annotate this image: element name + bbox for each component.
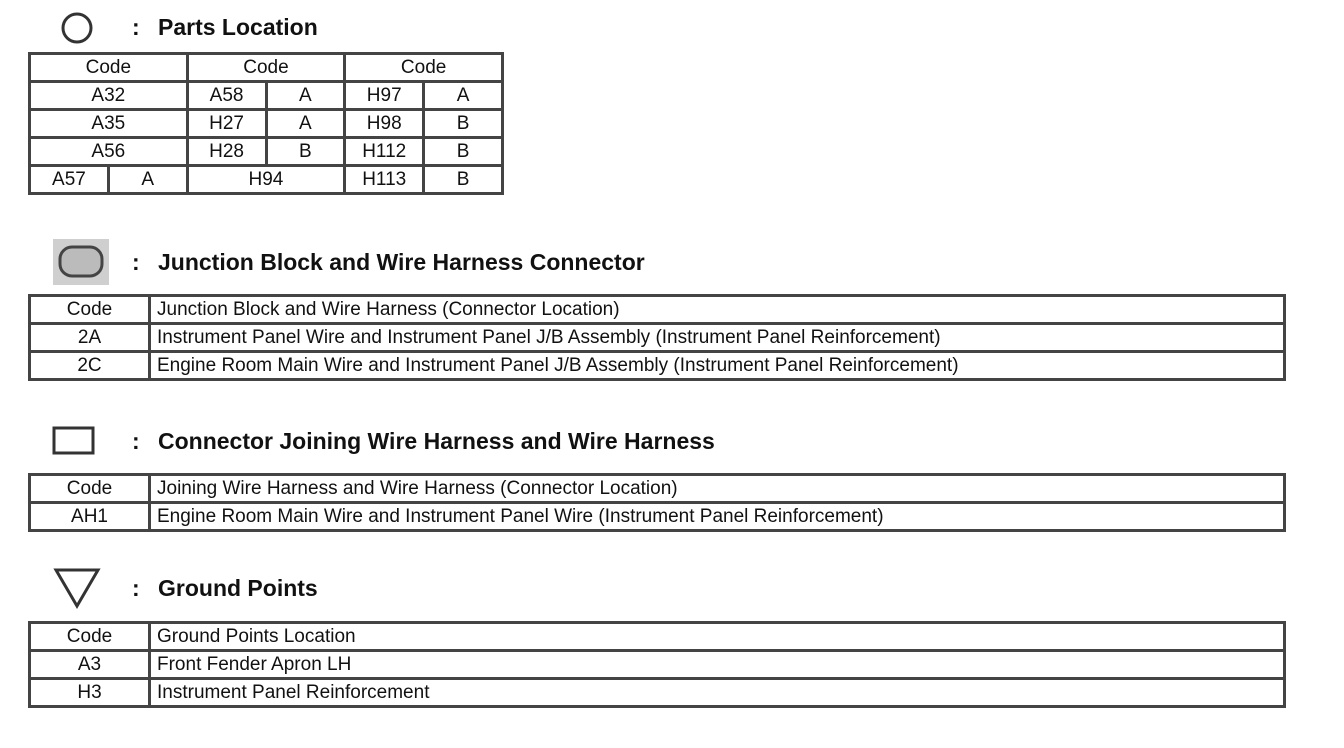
- table-cell: Engine Room Main Wire and Instrument Panel Wire (Instrument Panel Reinforcement): [150, 503, 1285, 531]
- junction-block-heading: [132, 251, 645, 274]
- table-cell: H113: [345, 166, 424, 194]
- junction-block-table: [28, 294, 1286, 381]
- table-cell: A32: [30, 82, 188, 110]
- table-header-row: [30, 54, 503, 82]
- ground-points-heading: [132, 577, 318, 600]
- parts-location-heading: [132, 16, 318, 39]
- heading-colon: :: [132, 14, 140, 40]
- table-row: [30, 352, 1285, 380]
- parts-location-title: Parts Location: [158, 14, 318, 40]
- table-cell: A: [266, 110, 345, 138]
- triangle-down-icon: [52, 566, 102, 610]
- header-cell: Code: [30, 475, 150, 503]
- header-cell: Code: [30, 296, 150, 324]
- table-row: [30, 324, 1285, 352]
- table-cell: Instrument Panel Reinforcement: [150, 679, 1285, 707]
- square-icon: [52, 426, 96, 456]
- table-cell: A35: [30, 110, 188, 138]
- table-cell: B: [266, 138, 345, 166]
- table-cell: 2A: [30, 324, 150, 352]
- table-header-row: [30, 475, 1285, 503]
- table-header-row: [30, 623, 1285, 651]
- parts-location-table: [28, 52, 504, 195]
- table-cell: H97: [345, 82, 424, 110]
- header-cell: Joining Wire Harness and Wire Harness (Connector Location): [150, 475, 1285, 503]
- header-cell: Ground Points Location: [150, 623, 1285, 651]
- table-cell: A: [266, 82, 345, 110]
- header-cell: Code: [345, 54, 503, 82]
- table-cell: Front Fender Apron LH: [150, 651, 1285, 679]
- table-header-row: [30, 296, 1285, 324]
- header-cell: Code: [187, 54, 345, 82]
- table-cell: B: [424, 110, 503, 138]
- table-cell: H94: [187, 166, 345, 194]
- header-cell: Code: [30, 54, 188, 82]
- table-row: [30, 110, 503, 138]
- table-cell: B: [424, 166, 503, 194]
- rounded-box-icon: [52, 238, 110, 286]
- table-cell: 2C: [30, 352, 150, 380]
- table-cell: Instrument Panel Wire and Instrument Panel J/B Assembly (Instrument Panel Reinforcement): [150, 324, 1285, 352]
- heading-colon: :: [132, 428, 140, 454]
- table-cell: H98: [345, 110, 424, 138]
- header-cell: Junction Block and Wire Harness (Connector Location): [150, 296, 1285, 324]
- table-row: [30, 679, 1285, 707]
- connector-joining-heading: [132, 430, 715, 453]
- table-row: [30, 166, 503, 194]
- table-cell: A3: [30, 651, 150, 679]
- table-row: [30, 651, 1285, 679]
- table-row: [30, 82, 503, 110]
- table-row: [30, 503, 1285, 531]
- table-cell: A58: [187, 82, 266, 110]
- table-cell: Engine Room Main Wire and Instrument Panel J/B Assembly (Instrument Panel Reinforcement): [150, 352, 1285, 380]
- table-cell: A: [424, 82, 503, 110]
- table-cell: H27: [187, 110, 266, 138]
- table-cell: AH1: [30, 503, 150, 531]
- ground-points-table: [28, 621, 1286, 708]
- ground-points-title: Ground Points: [158, 575, 318, 601]
- table-cell: A: [108, 166, 187, 194]
- junction-block-title: Junction Block and Wire Harness Connector: [158, 249, 645, 275]
- connector-joining-table: [28, 473, 1286, 532]
- table-cell: H112: [345, 138, 424, 166]
- circle-icon: [57, 10, 97, 46]
- header-cell: Code: [30, 623, 150, 651]
- connector-joining-title: Connector Joining Wire Harness and Wire Harness: [158, 428, 715, 454]
- table-cell: B: [424, 138, 503, 166]
- table-cell: H3: [30, 679, 150, 707]
- heading-colon: :: [132, 575, 140, 601]
- table-cell: A56: [30, 138, 188, 166]
- table-cell: H28: [187, 138, 266, 166]
- table-cell: A57: [30, 166, 109, 194]
- heading-colon: :: [132, 249, 140, 275]
- table-row: [30, 138, 503, 166]
